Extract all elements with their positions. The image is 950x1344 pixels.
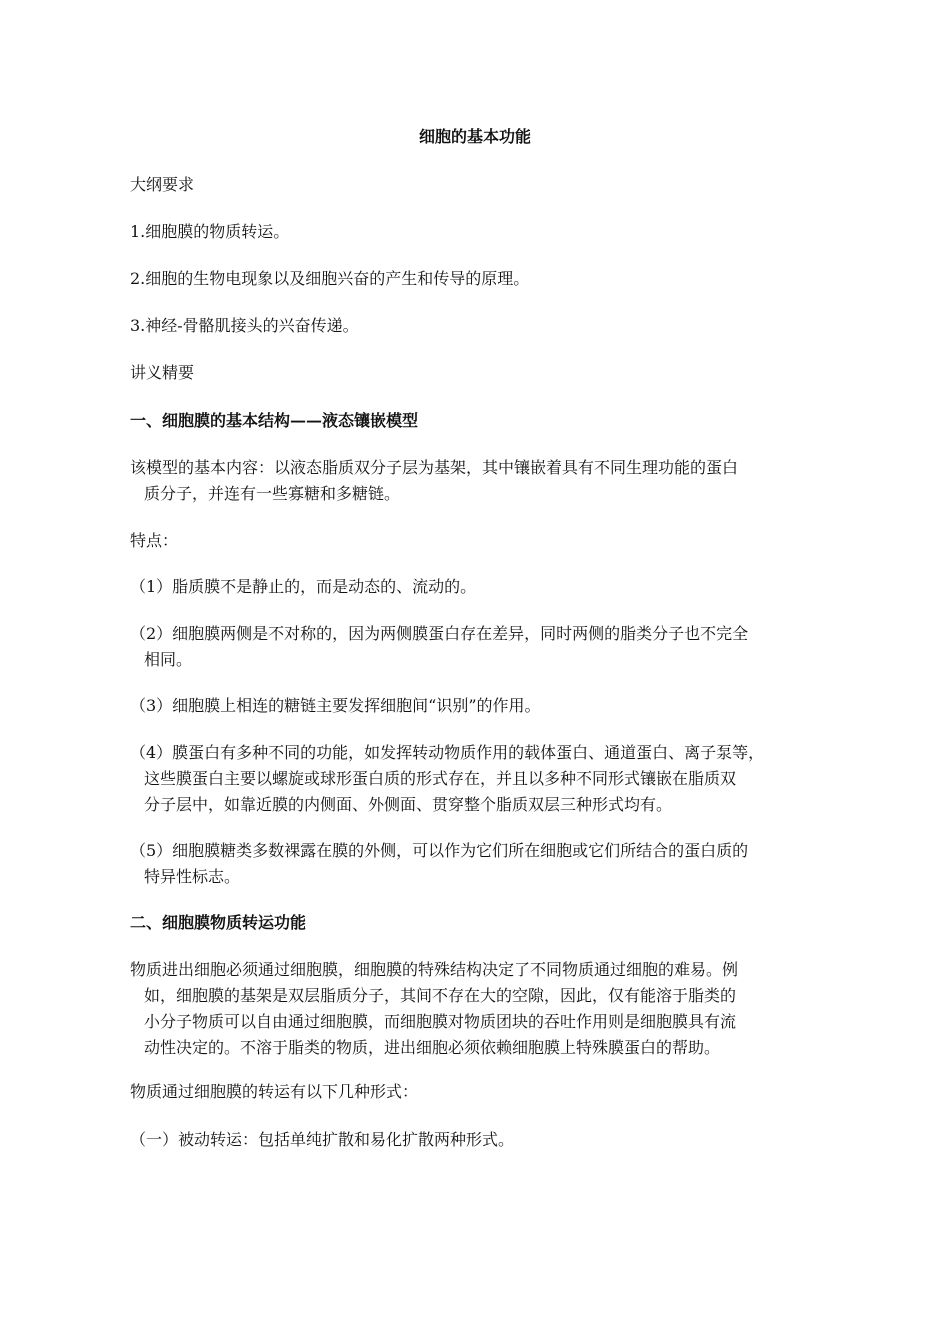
- section2-intro: 物质进出细胞必须通过细胞膜，细胞膜的特殊结构决定了不同物质通过细胞的难易。例 如，细胞膜的基架是双层脂质分子，其间不存在大的空隙，因此，仅有能溶于脂类的 小分子物质可以自由通过细胞膜，而细胞膜对物质团块的吞吐作用则是细胞膜具有流 动性决定的。不溶于脂类的物质，进出细胞必须依赖细胞膜上特殊膜蛋白的帮助。: [130, 960, 739, 1057]
- notes-label: 讲义精要: [130, 363, 195, 382]
- feature-item-1: （1）脂质膜不是静止的，而是动态的、流动的。: [130, 577, 477, 596]
- section2-heading: 二、细胞膜物质转运功能: [130, 913, 307, 932]
- outline-item-3: 3.神经-骨骼肌接头的兴奋传递。: [130, 316, 359, 335]
- feature-item-4: （4）膜蛋白有多种不同的功能，如发挥转动物质作用的载体蛋白、通道蛋白、离子泵等， 这些膜蛋白主要以螺旋或球形蛋白质的形式存在，并且以多种不同形式镶嵌在脂质双 分子层中，如靠近膜的内侧面、外侧面、贯穿整个脂质双层三种形式均有。: [130, 743, 765, 814]
- form-item-1: （一）被动转运：包括单纯扩散和易化扩散两种形式。: [130, 1130, 515, 1149]
- forms-label: 物质通过细胞膜的转运有以下几种形式：: [130, 1082, 419, 1101]
- section1-intro: 该模型的基本内容：以液态脂质双分子层为基架，其中镶嵌着具有不同生理功能的蛋白 质分子，并连有一些寡糖和多糖链。: [130, 458, 739, 503]
- feature-item-5: （5）细胞膜糖类多数裸露在膜的外侧，可以作为它们所在细胞或它们所结合的蛋白质的 特异性标志。: [130, 841, 749, 886]
- feature-item-3: （3）细胞膜上相连的糖链主要发挥细胞间“识别”的作用。: [130, 696, 541, 715]
- section1-heading: 一、细胞膜的基本结构——液态镶嵌模型: [130, 411, 419, 430]
- outline-label: 大纲要求: [130, 175, 195, 194]
- document-title: 细胞的基本功能: [418, 127, 531, 146]
- outline-item-1: 1.细胞膜的物质转运。: [130, 222, 290, 241]
- feature-item-2: （2）细胞膜两侧是不对称的，因为两侧膜蛋白存在差异，同时两侧的脂类分子也不完全 相同。: [130, 624, 749, 669]
- features-label: 特点：: [130, 531, 179, 550]
- outline-item-2: 2.细胞的生物电现象以及细胞兴奋的产生和传导的原理。: [130, 269, 530, 288]
